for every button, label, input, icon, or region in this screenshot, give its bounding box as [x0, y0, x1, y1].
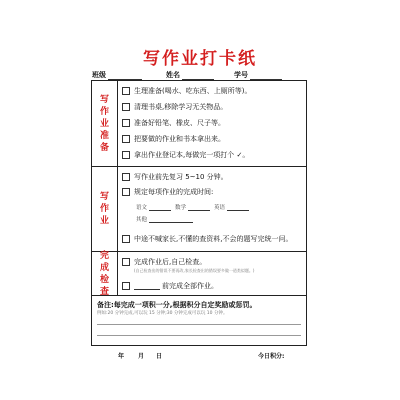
name-label: 姓名 — [166, 71, 180, 79]
page-title: 写作业打卡纸 — [143, 49, 257, 69]
footer-year: 年 — [118, 353, 125, 360]
math-time-blank[interactable] — [188, 210, 210, 211]
checkbox[interactable] — [122, 258, 130, 266]
remarks-text: 备注:每完成一项积一分,根据积分自定奖励或惩罚。 — [97, 301, 257, 309]
check-item-2[interactable]: 前完成全部作业。 — [122, 281, 218, 291]
checkbox[interactable] — [122, 151, 130, 159]
prep-item-1[interactable]: 生理准备(喝水、吃东西、上厕所等)。 — [122, 86, 251, 96]
doing-item-2[interactable]: 规定每项作业的完成时间: — [122, 187, 213, 197]
doing-item-1[interactable]: 写作业前先复习 5~10 分钟。 — [122, 172, 228, 182]
section-doing — [92, 167, 306, 252]
id-label: 学号 — [234, 71, 248, 79]
remarks-note: 例如:20 分钟完成,可以玩 15 分钟;30 分钟完成可以玩 10 分钟。 — [97, 311, 228, 316]
section-prep — [92, 81, 306, 167]
subject-other: 其他 — [136, 217, 148, 223]
checklist-sheet — [91, 80, 307, 346]
class-label: 班级 — [92, 71, 106, 79]
subject-time-row-2 — [136, 215, 197, 223]
checkbox[interactable] — [122, 188, 130, 196]
name-field — [166, 70, 214, 80]
checkbox[interactable] — [122, 119, 130, 127]
checkbox[interactable] — [122, 173, 130, 181]
english-time-blank[interactable] — [227, 210, 249, 211]
section-doing-label: 写作业 — [92, 167, 118, 251]
prep-item-2[interactable]: 清理书桌,移除学习无关物品。 — [122, 102, 227, 112]
subject-chinese: 语文 — [136, 205, 148, 211]
prep-item-5[interactable]: 拿出作业登记本,每做完一项打个 ✓。 — [122, 150, 249, 160]
checkbox[interactable] — [122, 103, 130, 111]
subject-time-row-1 — [136, 203, 253, 211]
doing-item-3[interactable]: 中途不喊家长,不懂的查资料,不会的题写完统一问。 — [122, 234, 292, 244]
remarks-line-1[interactable] — [97, 324, 301, 325]
id-field — [234, 70, 282, 80]
prep-item-4[interactable]: 把要做的作业和书本拿出来。 — [122, 134, 225, 144]
check-note: (自己检查出的错误不要再改,家长检查出的错误要多做一道类似题。) — [134, 268, 255, 273]
section-prep-label: 写作业准备 — [92, 81, 118, 166]
section-check — [92, 252, 306, 296]
deadline-blank[interactable] — [134, 289, 160, 290]
footer-day: 日 — [156, 353, 163, 360]
checkbox[interactable] — [122, 87, 130, 95]
footer-month: 月 — [138, 353, 145, 360]
student-info-row — [92, 70, 308, 80]
subject-english: 英语 — [214, 205, 226, 211]
class-field — [92, 70, 142, 80]
other-time-blank[interactable] — [149, 222, 193, 223]
prep-item-3[interactable]: 准备好铅笔、橡皮、尺子等。 — [122, 118, 225, 128]
remarks-line-2[interactable] — [97, 335, 301, 336]
checkbox[interactable] — [122, 135, 130, 143]
chinese-time-blank[interactable] — [149, 210, 171, 211]
checkbox[interactable] — [122, 235, 130, 243]
daily-score-label: 今日积分: — [258, 353, 285, 360]
section-check-label: 完成检查 — [92, 252, 118, 295]
check-item-1[interactable]: 完成作业后,自己检查。 — [122, 257, 206, 267]
subject-math: 数学 — [175, 205, 187, 211]
checkbox[interactable] — [122, 282, 130, 290]
